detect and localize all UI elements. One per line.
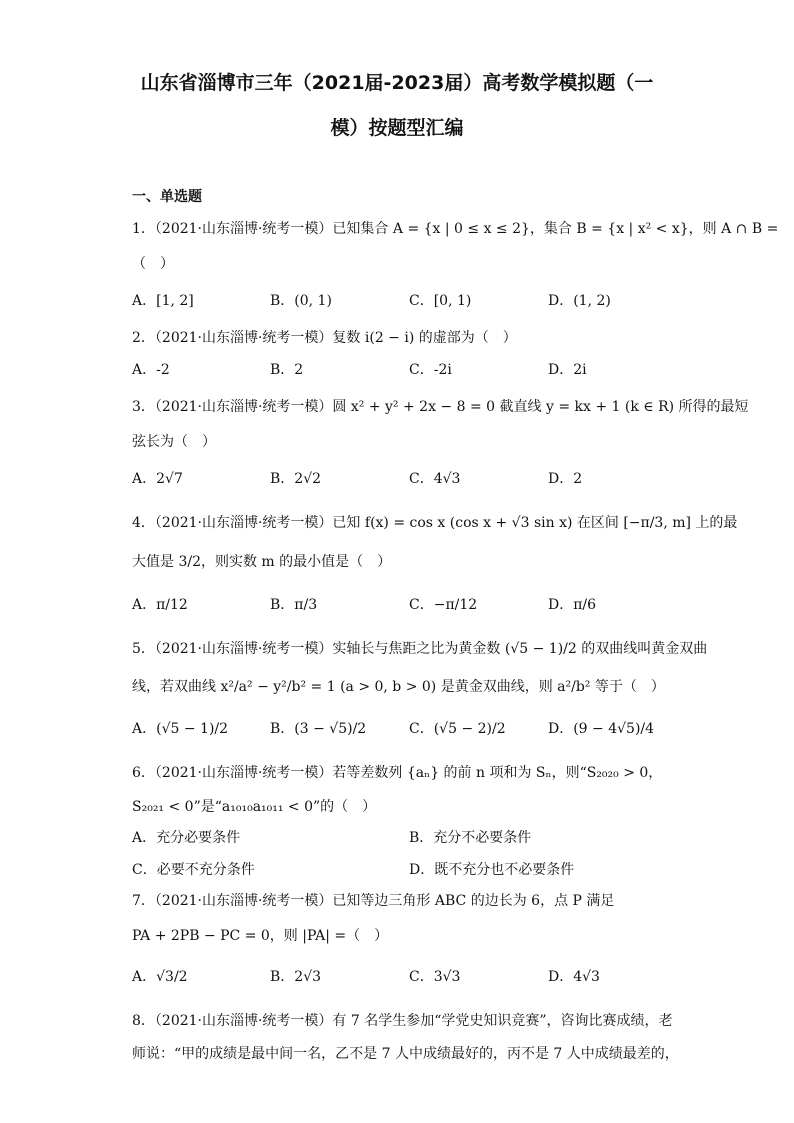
question-6-stem-cont: S₂₀₂₁ < 0”是“a₁₀₁₀a₁₀₁₁ < 0”的（ ） xyxy=(132,799,377,815)
question-8-stem: 8．（2021·山东淄博·统考一模）有 7 名学生参加“学党史知识竞赛”，咨询比赛成绩，老 xyxy=(132,1013,673,1029)
question-1-option-c: C．[0, 1) xyxy=(409,293,472,309)
question-4-stem: 4．（2021·山东淄博·统考一模）已知 f(x) = cos x (cos x + √3 sin x) 在区间 [−π/3, m] 上的最 xyxy=(132,515,738,531)
question-7-option-b: B．2√3 xyxy=(270,969,322,985)
question-8-stem-cont: 师说：“甲的成绩是最中间一名，乙不是 7 人中成绩最好的，丙不是 7 人中成绩最差的， xyxy=(132,1046,679,1062)
question-1-stem: 1．（2021·山东淄博·统考一模）已知集合 A = {x | 0 ≤ x ≤ 2}，集合 B = {x | x² < x}，则 A ∩ B = xyxy=(132,221,779,237)
question-2-option-c: C．-2i xyxy=(409,362,452,378)
question-2-option-d: D．2i xyxy=(548,362,587,378)
question-7-stem-cont: PA + 2PB − PC = 0，则 |PA| =（ ） xyxy=(132,928,389,944)
question-1-stem-cont: （ ） xyxy=(132,256,174,272)
question-3-stem-cont: 弦长为（ ） xyxy=(132,434,216,450)
question-4-option-a: A．π/12 xyxy=(132,597,188,613)
question-2-option-a: A．-2 xyxy=(132,362,170,378)
question-3-option-a: A．2√7 xyxy=(132,471,183,487)
question-7-option-d: D．4√3 xyxy=(548,969,600,985)
question-2-option-b: B．2 xyxy=(270,362,304,378)
question-3-stem: 3．（2021·山东淄博·统考一模）圆 x² + y² + 2x − 8 = 0 截直线 y = kx + 1 (k ∈ R) 所得的最短 xyxy=(132,399,749,415)
question-7-option-a: A．√3/2 xyxy=(132,969,188,985)
question-7-option-c: C．3√3 xyxy=(409,969,461,985)
question-4-option-b: B．π/3 xyxy=(270,597,318,613)
question-3-option-c: C．4√3 xyxy=(409,471,461,487)
question-5-option-a: A．(√5 − 1)/2 xyxy=(132,721,229,737)
question-4-option-c: C．−π/12 xyxy=(409,597,478,613)
question-6-option-a: A．充分必要条件 xyxy=(132,830,241,846)
question-6-option-c: C．必要不充分条件 xyxy=(132,862,255,878)
section-heading: 一、单选题 xyxy=(132,189,202,205)
question-5-stem: 5．（2021·山东淄博·统考一模）实轴长与焦距之比为黄金数 (√5 − 1)/2 的双曲线叫黄金双曲 xyxy=(132,641,708,657)
question-3-option-d: D．2 xyxy=(548,471,583,487)
question-4-option-d: D．π/6 xyxy=(548,597,597,613)
document-title-line-2: 模）按题型汇编 xyxy=(330,117,464,139)
question-6-stem: 6．（2021·山东淄博·统考一模）若等差数列 {aₙ} 的前 n 项和为 Sₙ，则“S₂₀₂₀ > 0， xyxy=(132,765,663,781)
question-5-option-c: C．(√5 − 2)/2 xyxy=(409,721,506,737)
question-6-option-d: D．既不充分也不必要条件 xyxy=(409,862,575,878)
question-5-option-d: D．(9 − 4√5)/4 xyxy=(548,721,655,737)
question-7-stem: 7．（2021·山东淄博·统考一模）已知等边三角形 ABC 的边长为 6，点 P 满足 xyxy=(132,893,615,909)
question-5-option-b: B．(3 − √5)/2 xyxy=(270,721,367,737)
question-3-option-b: B．2√2 xyxy=(270,471,322,487)
document-title-line-1: 山东省淄博市三年（2021届-2023届）高考数学模拟题（一 xyxy=(140,72,654,94)
question-1-option-b: B．(0, 1) xyxy=(270,293,332,309)
question-5-stem-cont: 线，若双曲线 x²/a² − y²/b² = 1 (a > 0, b > 0) 是黄金双曲线，则 a²/b² 等于（ ） xyxy=(132,679,665,695)
question-2-stem: 2．（2021·山东淄博·统考一模）复数 i(2 − i) 的虚部为（ ） xyxy=(132,330,517,346)
question-6-option-b: B．充分不必要条件 xyxy=(409,830,532,846)
question-1-option-d: D．(1, 2) xyxy=(548,293,611,309)
question-1-option-a: A．[1, 2] xyxy=(132,293,194,309)
question-4-stem-cont: 大值是 3/2，则实数 m 的最小值是（ ） xyxy=(132,554,392,570)
